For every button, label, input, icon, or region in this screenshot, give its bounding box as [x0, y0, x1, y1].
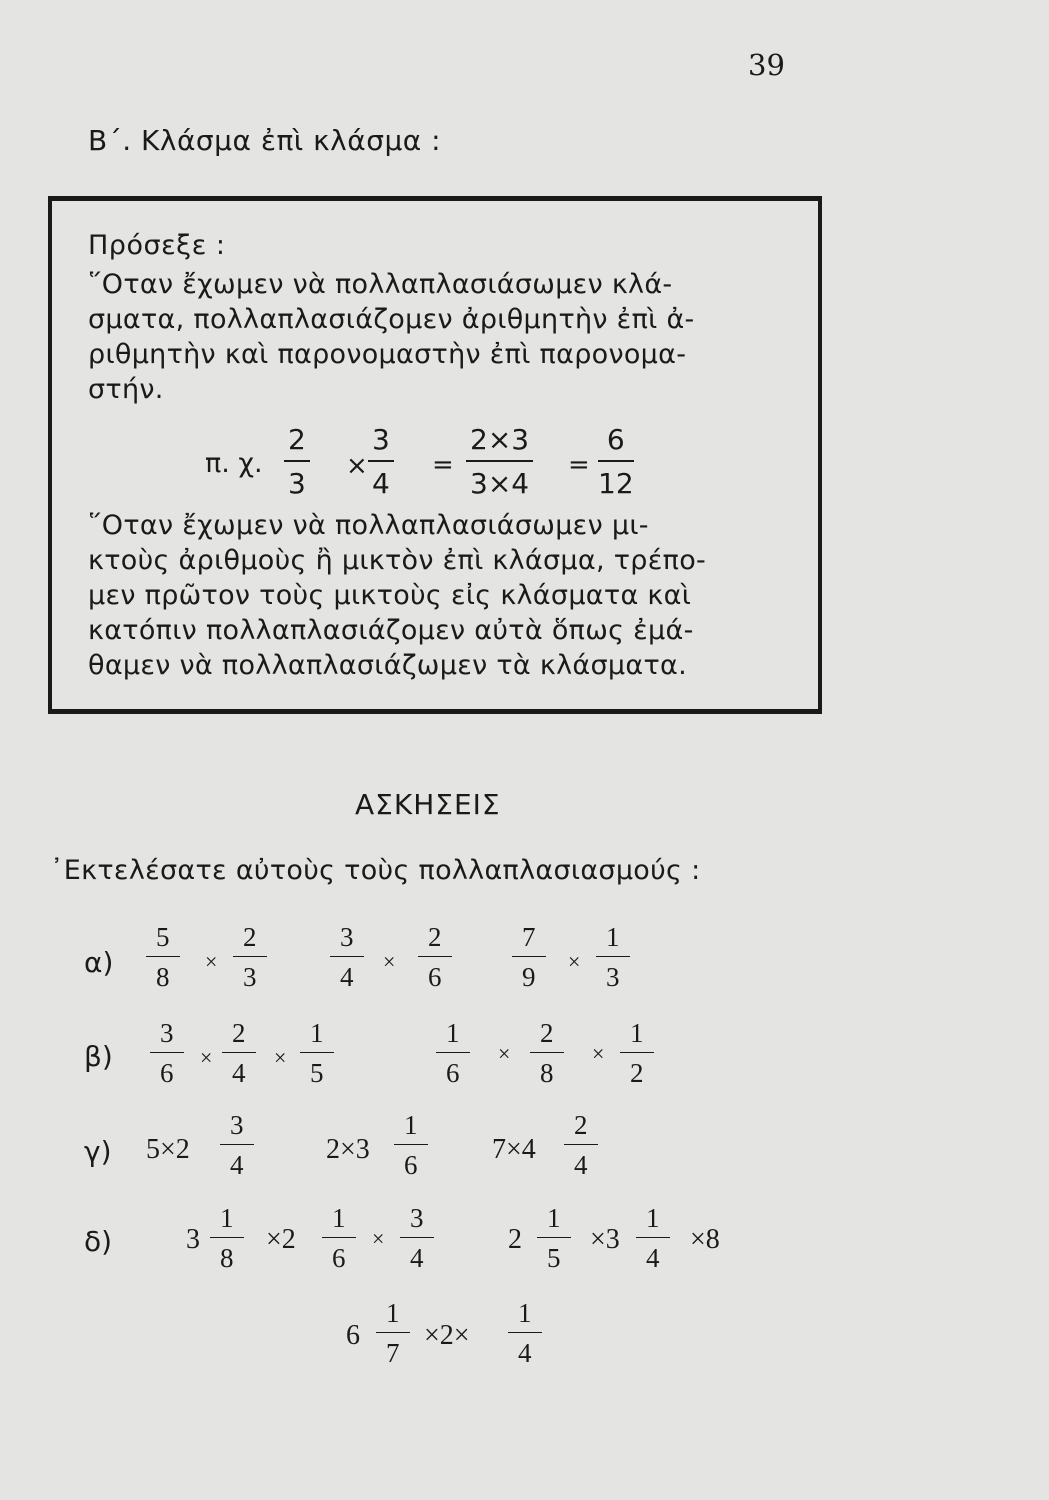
- numerator: 3: [150, 1020, 184, 1053]
- denominator: 6: [160, 1058, 174, 1088]
- example-label: π. χ.: [205, 448, 263, 479]
- exercise-fraction: [508, 1300, 542, 1367]
- denominator: 6: [332, 1243, 346, 1273]
- times-sign: ×: [346, 451, 368, 481]
- denominator: 8: [540, 1058, 554, 1088]
- times-sign: ×: [498, 1041, 511, 1066]
- whole-number: 3: [186, 1224, 200, 1255]
- times-sign: ×: [274, 1045, 287, 1070]
- exercise-fraction: [564, 1112, 598, 1179]
- exercise-fraction: [150, 1020, 184, 1087]
- denominator: 5: [547, 1243, 561, 1273]
- exercise-fraction: [146, 924, 180, 991]
- numerator: 1: [436, 1020, 470, 1053]
- exercise-fraction: [620, 1020, 654, 1087]
- text-line: σματα, πολλαπλασιάζομεν ἀριθμητὴν ἐπὶ ἀ-: [88, 304, 695, 335]
- row-label-d: δ): [84, 1225, 113, 1258]
- denominator: 7: [386, 1338, 400, 1368]
- example-fraction: [598, 423, 634, 500]
- whole-number: 7×4: [492, 1134, 536, 1165]
- text-line: ριθμητὴν καὶ παρονομαστὴν ἐπὶ παρονομα-: [88, 339, 687, 370]
- exercise-fraction: [233, 924, 267, 991]
- denominator: 6: [428, 962, 442, 992]
- example-fraction: [466, 423, 533, 500]
- exercises-instruction: ᾿Εκτελέσατε αὐτοὺς τοὺς πολλαπλασιασμούς :: [50, 855, 701, 886]
- denominator: 3: [606, 962, 620, 992]
- numerator: 1: [537, 1205, 571, 1238]
- row-label-g: γ): [84, 1135, 112, 1168]
- rule-paragraph-1: [88, 267, 788, 407]
- numerator: 1: [596, 924, 630, 957]
- text-line: στήν.: [88, 374, 164, 405]
- denominator: 4: [340, 962, 354, 992]
- notice-title: Πρόσεξε :: [88, 230, 226, 261]
- numerator: 3: [220, 1112, 254, 1145]
- text-line: θαμεν νὰ πολλαπλασιάζωμεν τὰ κλάσματα.: [88, 650, 688, 681]
- denominator: 3: [288, 467, 306, 500]
- numerator: 3: [368, 426, 394, 462]
- exercise-fraction: [596, 924, 630, 991]
- denominator: 12: [598, 467, 634, 500]
- whole-number: ×2×: [424, 1320, 470, 1351]
- numerator: 6: [598, 426, 634, 462]
- numerator: 1: [620, 1020, 654, 1053]
- denominator: 4: [410, 1243, 424, 1273]
- text-line: κτοὺς ἀριθμοὺς ἢ μικτὸν ἐπὶ κλάσμα, τρέπο-: [88, 545, 707, 576]
- exercise-fraction: [418, 924, 452, 991]
- numerator: 2: [222, 1020, 256, 1053]
- denominator: 6: [404, 1150, 418, 1180]
- denominator: 5: [310, 1058, 324, 1088]
- numerator: 1: [300, 1020, 334, 1053]
- denominator: 4: [232, 1058, 246, 1088]
- example-fraction: [368, 423, 394, 500]
- exercise-fraction: [376, 1300, 410, 1367]
- numerator: 1: [508, 1300, 542, 1333]
- denominator: 8: [156, 962, 170, 992]
- denominator: 3×4: [470, 467, 530, 500]
- denominator: 6: [446, 1058, 460, 1088]
- exercise-fraction: [436, 1020, 470, 1087]
- whole-number: 2: [508, 1224, 522, 1255]
- example-fraction: [284, 423, 310, 500]
- times-sign: ×: [372, 1226, 385, 1251]
- denominator: 4: [372, 467, 390, 500]
- whole-number: 6: [346, 1320, 360, 1351]
- equals-sign: =: [568, 450, 590, 480]
- equals-sign: =: [432, 450, 454, 480]
- numerator: 2: [418, 924, 452, 957]
- row-label-b: β): [84, 1040, 113, 1073]
- denominator: 4: [230, 1150, 244, 1180]
- row-label-a: α): [84, 946, 114, 979]
- numerator: 1: [210, 1205, 244, 1238]
- denominator: 2: [630, 1058, 644, 1088]
- times-sign: ×: [568, 949, 581, 974]
- numerator: 2: [233, 924, 267, 957]
- denominator: 8: [220, 1243, 234, 1273]
- text-line: ῞Οταν ἔχωμεν νὰ πολλαπλασιάσωμεν κλά-: [88, 269, 673, 300]
- numerator: 1: [322, 1205, 356, 1238]
- rule-paragraph-2: [88, 508, 788, 683]
- numerator: 7: [512, 924, 546, 957]
- denominator: 4: [518, 1338, 532, 1368]
- times-sign: ×: [592, 1041, 605, 1066]
- section-heading: Β΄. Κλάσμα ἐπὶ κλάσμα :: [88, 124, 442, 157]
- exercise-fraction: [530, 1020, 564, 1087]
- numerator: 1: [394, 1112, 428, 1145]
- exercise-fraction: [322, 1205, 356, 1272]
- numerator: 2×3: [466, 426, 533, 462]
- numerator: 1: [376, 1300, 410, 1333]
- numerator: 2: [284, 426, 310, 462]
- denominator: 3: [243, 962, 257, 992]
- whole-number: ×8: [690, 1224, 720, 1255]
- numerator: 3: [330, 924, 364, 957]
- numerator: 2: [564, 1112, 598, 1145]
- exercises-title: ΑΣΚΗΣΕΙΣ: [355, 788, 501, 821]
- whole-number: ×2: [266, 1224, 296, 1255]
- exercise-fraction: [220, 1112, 254, 1179]
- whole-number: 2×3: [326, 1134, 370, 1165]
- exercise-fraction: [512, 924, 546, 991]
- numerator: 1: [636, 1205, 670, 1238]
- text-line: κατόπιν πολλαπλασιάζομεν αὐτὰ ὅπως ἐμά-: [88, 615, 694, 646]
- times-sign: ×: [383, 949, 396, 974]
- text-line: μεν πρῶτον τοὺς μικτοὺς εἰς κλάσματα καὶ: [88, 580, 692, 611]
- times-sign: ×: [205, 949, 218, 974]
- exercise-fraction: [394, 1112, 428, 1179]
- exercise-fraction: [400, 1205, 434, 1272]
- exercise-fraction: [300, 1020, 334, 1087]
- exercise-fraction: [537, 1205, 571, 1272]
- denominator: 4: [574, 1150, 588, 1180]
- denominator: 4: [646, 1243, 660, 1273]
- exercise-fraction: [222, 1020, 256, 1087]
- page-number: 39: [748, 48, 785, 82]
- times-sign: ×: [200, 1045, 213, 1070]
- exercise-fraction: [636, 1205, 670, 1272]
- numerator: 2: [530, 1020, 564, 1053]
- whole-number: ×3: [590, 1224, 620, 1255]
- numerator: 3: [400, 1205, 434, 1238]
- numerator: 5: [146, 924, 180, 957]
- denominator: 9: [522, 962, 536, 992]
- text-line: ῞Οταν ἔχωμεν νὰ πολλαπλασιάσωμεν μι-: [88, 510, 649, 541]
- exercise-fraction: [210, 1205, 244, 1272]
- exercise-fraction: [330, 924, 364, 991]
- whole-number: 5×2: [146, 1134, 190, 1165]
